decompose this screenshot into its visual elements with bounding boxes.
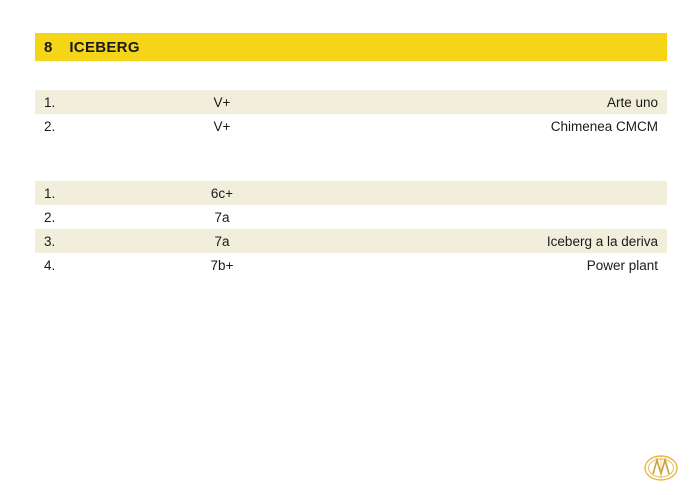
- section-title: ICEBERG: [69, 38, 140, 56]
- row-route-name: Power plant: [586, 257, 658, 273]
- row-number: 4.: [44, 257, 56, 273]
- row-grade: 7a: [214, 209, 230, 225]
- row-grade: V+: [213, 118, 231, 134]
- table-row: [35, 90, 667, 114]
- row-route-name: Arte uno: [606, 94, 658, 110]
- row-grade: 7b+: [210, 257, 234, 273]
- table-row: [35, 205, 667, 229]
- row-route-name: Chimenea CMCM: [550, 118, 658, 134]
- climbing-club-logo-icon: [639, 451, 683, 485]
- row-grade: 6c+: [210, 185, 234, 201]
- route-table-one: [35, 90, 667, 138]
- table-row: [35, 229, 667, 253]
- section-number: 8: [44, 38, 53, 56]
- row-route-name: Iceberg a la deriva: [546, 233, 658, 249]
- table-row: [35, 114, 667, 138]
- row-number: 2.: [44, 118, 56, 134]
- row-number: 1.: [44, 185, 56, 201]
- table-row: [35, 181, 667, 205]
- table-row: [35, 253, 667, 277]
- row-number: 2.: [44, 209, 56, 225]
- row-number: 3.: [44, 233, 56, 249]
- route-table-two: [35, 181, 667, 277]
- row-grade: 7a: [214, 233, 230, 249]
- row-grade: V+: [213, 94, 231, 110]
- row-number: 1.: [44, 94, 56, 110]
- section-header-bar: [35, 33, 667, 61]
